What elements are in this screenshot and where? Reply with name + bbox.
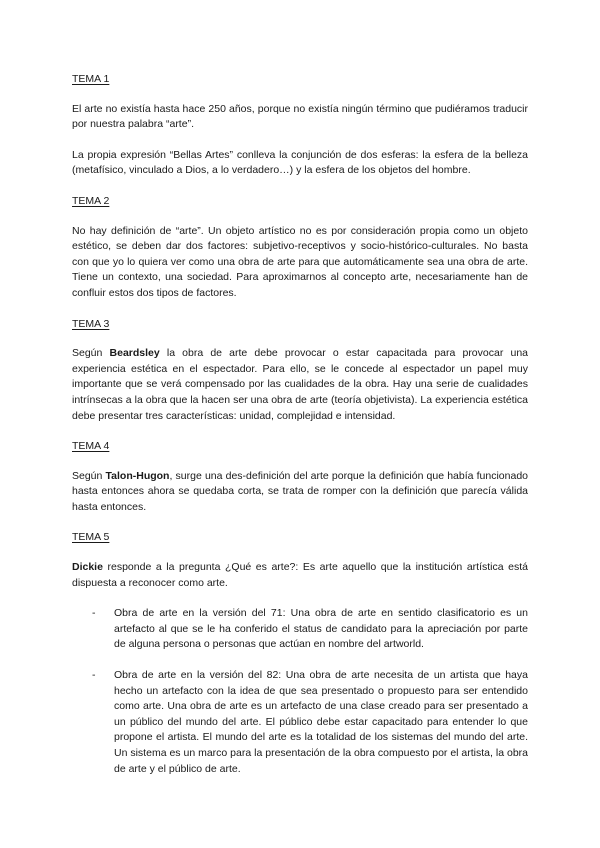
section-heading: TEMA 2 [72,194,110,207]
author-name: Beardsley [109,347,160,360]
paragraph: El arte no existía hasta hace 250 años, porque no existía ningún término que pudiéramos traducir por nuestra palabra “arte”. [72,102,528,131]
section-heading: TEMA 3 [72,317,110,330]
section-heading: TEMA 4 [72,440,110,453]
paragraph [72,560,528,591]
paragraph-rest: , surge una des-definición del arte porque la definición que había funcionado hasta entonces ahora se quedaba corta, se trata de romper con la definición que parecía válida hasta entonces. [72,469,529,513]
dash-bullet: - [92,669,96,682]
section-tema-1 [72,72,528,179]
dash-bullet: - [92,607,96,620]
list-item-text: Obra de arte en la versión del 82: Una obra de arte necesita de un artista que haya hecho un artefacto con la idea de que sea presentado o propuesto para ser entendido como arte. Una obra de arte es un artefacto de una clase creado para ser presentado a un público del mundo del arte. El público debe estar capacitado para entender lo que propone el artista. El mundo del arte es la totalidad de los sistemas del mundo del arte. Un sistema es un marco para la presentación de la obra compuesto por el artista, la obra de arte y el público de arte. [114,669,528,775]
paragraph: La propia expresión “Bellas Artes” conlleva la conjunción de dos esferas: la esfera de la belleza (metafísico, vinculado a Dios, a lo verdadero…) y la esfera de los objetos del hombre. [72,148,528,177]
paragraph-lead: Según [72,347,110,360]
section-heading: TEMA 1 [72,73,110,85]
list-item [92,668,528,777]
paragraph [72,346,528,424]
section-tema-5 [72,530,528,777]
list-item [92,606,528,653]
paragraph [72,469,528,516]
author-name: Talon-Hugon [105,469,170,482]
list-item-text: Obra de arte en la versión del 71: Una obra de arte en sentido clasificatorio es un artefacto al que se le ha conferido el status de candidato para la apreciación por parte de alguna persona o personas que actúan en nombre del artworld. [114,607,528,651]
section-tema-4 [72,439,528,515]
dash-list [72,606,528,777]
paragraph-rest: la obra de arte debe provocar o estar capacitada para provocar una experiencia estética en el espectador. Para ello, se le concede al espectador un papel muy importante que se verá compensado por las cualidades de la obra. Hay una serie de cualidades intrínsecas a la obra que la hacen ser una obra de arte (teoría objetivista). La experiencia estética debe presentar tres características: unidad, complejidad e intensidad. [72,347,528,422]
paragraph-lead: Según [72,469,106,482]
author-name: Dickie [72,561,103,574]
section-heading: TEMA 5 [72,531,110,544]
paragraph-rest: responde a la pregunta ¿Qué es arte?: Es arte aquello que la institución artística está dispuesta a reconocer como arte. [72,561,528,589]
paragraph: No hay definición de “arte”. Un objeto artístico no es por consideración propia como un objeto estético, se deben dar dos factores: subjetivo-receptivos y socio-histórico-culturales. No basta con que yo lo quiera ver como una obra de arte para que automáticamente sea una obra de arte. Tiene un contexto, una sociedad. Para aproximarnos al concepto arte, necesariamente han de confluir estos dos tipos de factores. [72,224,528,299]
section-tema-2 [72,194,528,302]
section-tema-3 [72,317,528,425]
